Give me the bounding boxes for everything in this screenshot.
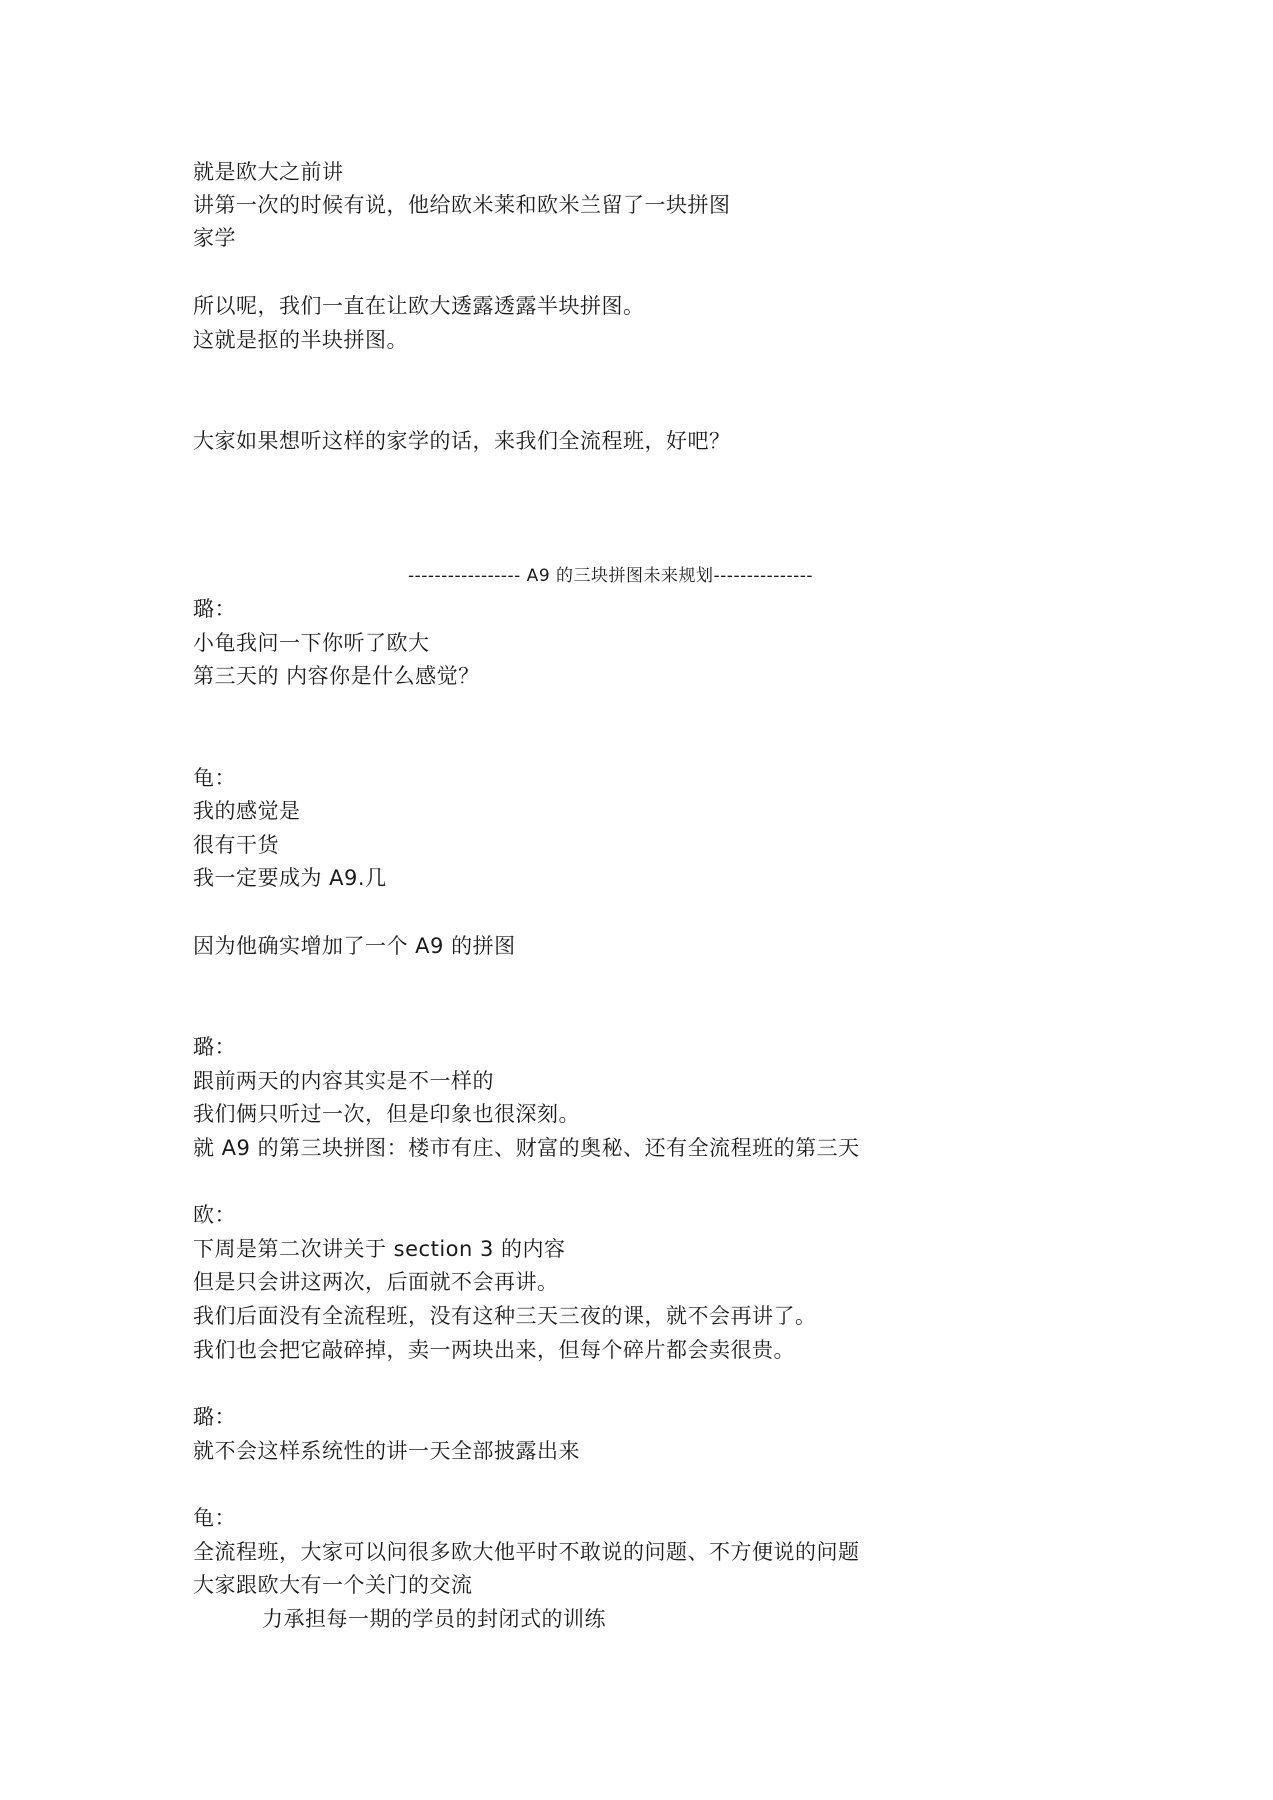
intro-line-4: 所以呢，我们一直在让欧大透露透露半块拼图。	[193, 294, 645, 318]
dialogue-line: 大家跟欧大有一个关门的交流	[193, 1573, 473, 1597]
dialogue-line: 我们后面没有全流程班，没有这种三天三夜的课，就不会再讲了。	[193, 1304, 817, 1328]
dialogue-line: 我一定要成为 A9.几	[193, 866, 387, 890]
intro-line-2: 讲第一次的时候有说，他给欧米莱和欧米兰留了一块拼图	[193, 193, 731, 217]
dialogue-line: 力承担每一期的学员的封闭式的训练	[262, 1607, 606, 1631]
intro-line-3: 家学	[193, 226, 236, 250]
speaker-label: 龟：	[193, 1506, 236, 1530]
dialogue-line: 小龟我问一下你听了欧大	[193, 631, 430, 655]
speaker-label: 欧：	[193, 1203, 236, 1227]
dialogue-line: 就 A9 的第三块拼图：楼市有庄、财富的奥秘、还有全流程班的第三天	[193, 1136, 860, 1160]
section-divider: ----------------- A9 的三块拼图未来规划---------------	[408, 566, 814, 586]
dialogue-line: 就不会这样系统性的讲一天全部披露出来	[193, 1439, 580, 1463]
dialogue-line: 第三天的 内容你是什么感觉？	[193, 664, 480, 688]
dialogue-line: 我们俩只听过一次，但是印象也很深刻。	[193, 1102, 580, 1126]
intro-line-5: 这就是抠的半块拼图。	[193, 328, 408, 352]
speaker-label: 璐：	[193, 1035, 236, 1059]
dialogue-line: 下周是第二次讲关于 section 3 的内容	[193, 1237, 566, 1261]
dialogue-line: 因为他确实增加了一个 A9 的拼图	[193, 934, 516, 958]
speaker-label: 龟：	[193, 766, 236, 790]
dialogue-line: 跟前两天的内容其实是不一样的	[193, 1069, 494, 1093]
speaker-label: 璐：	[193, 1405, 236, 1429]
dialogue-line: 我们也会把它敲碎掉，卖一两块出来，但每个碎片都会卖很贵。	[193, 1338, 795, 1362]
intro-line-1: 就是欧大之前讲	[193, 160, 344, 184]
dialogue-line: 很有干货	[193, 833, 279, 857]
speaker-label: 璐：	[193, 597, 236, 621]
intro-line-6: 大家如果想听这样的家学的话，来我们全流程班，好吧？	[193, 429, 731, 453]
dialogue-line: 但是只会讲这两次，后面就不会再讲。	[193, 1270, 559, 1294]
dialogue-line: 我的感觉是	[193, 799, 301, 823]
dialogue-line: 全流程班，大家可以问很多欧大他平时不敢说的问题、不方便说的问题	[193, 1540, 860, 1564]
